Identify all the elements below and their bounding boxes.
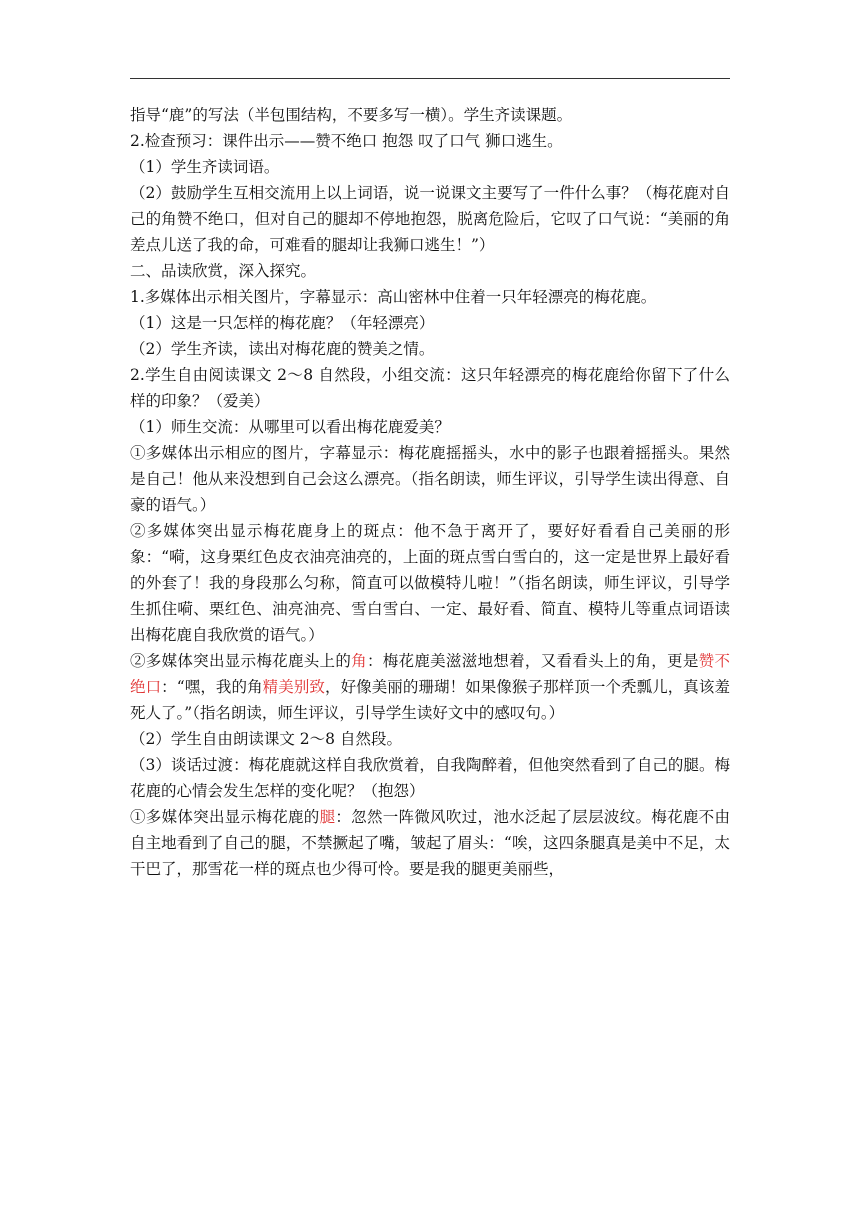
paragraph [130,726,730,752]
paragraph [130,362,730,414]
paragraph-text: 指导“鹿”的写法（半包围结构，不要多写一横）。学生齐读课题。 [130,106,573,124]
paragraph-text: （1）这是一只怎样的梅花鹿？（年轻漂亮） [130,314,435,332]
paragraph-text: ：“嘿，我的角 [161,678,263,696]
paragraph-text: ：忽然一阵微风吹过，池水泛起了层层波纹。梅花鹿不由自主地看到了自己的腿，不禁撅起了嘴，皱起了眉头：“唉，这四条腿真是美中不足，太干巴了，那雪花一样的斑点也少得可怜。要是我的腿更美丽些， [130,808,730,878]
paragraph [130,180,730,258]
paragraph [130,440,730,518]
paragraph-text: （2）学生自由朗读课文 2～8 自然段。 [130,730,402,748]
paragraph-text: ②多媒体突出显示梅花鹿身上的斑点：他不急于离开了，要好好看看自己美丽的形象：“嗬，这身栗红色皮衣油亮油亮的，上面的斑点雪白雪白的，这一定是世界上最好看的外套了！我的身段那么匀称，简直可以做模特儿啦！”（指名朗读，师生评议，引导学生抓住嗬、栗红色、油亮油亮、雪白雪白、一定、最好看、简直、模特儿等重点词语读出梅花鹿自我欣赏的语气。） [130,522,730,644]
paragraph [130,752,730,804]
paragraph [130,102,730,128]
paragraph [130,310,730,336]
paragraph-text: ②多媒体突出显示梅花鹿头上的 [130,652,352,670]
paragraph-text: ，好像美丽的珊瑚！如果像猴子那样顶一个秃瓢儿，真该羞死人了。”（指名朗读，师生评议，引导学生读好文中的感叹句。） [130,678,730,722]
paragraph-text: 2.检查预习：课件出示——赞不绝口 抱怨 叹了口气 狮口逃生。 [130,132,563,150]
highlighted-word: 精美别致 [262,678,325,696]
document-body [130,102,730,882]
highlighted-word: 赞不绝口 [130,652,730,696]
paragraph-text: （2）鼓励学生互相交流用上以上词语，说一说课文主要写了一件什么事？（梅花鹿对自己的角赞不绝口，但对自己的腿却不停地抱怨，脱离危险后，它叹了口气说：“美丽的角差点儿送了我的命，可难看的腿却让我狮口逃生！”） [130,184,730,254]
paragraph-text: ①多媒体突出显示梅花鹿的 [130,808,320,826]
paragraph [130,648,730,726]
paragraph-text: 二、品读欣赏，深入探究。 [130,262,317,280]
highlighted-word: 角 [351,652,367,670]
paragraph [130,284,730,310]
paragraph [130,518,730,648]
paragraph-text: （1）学生齐读词语。 [130,158,280,176]
paragraph-text: ①多媒体出示相应的图片，字幕显示：梅花鹿摇摇头，水中的影子也跟着摇摇头。果然是自己！他从来没想到自己会这么漂亮。（指名朗读，师生评议，引导学生读出得意、自豪的语气。） [130,444,730,514]
section-heading [130,258,730,284]
paragraph-text: （3）谈话过渡：梅花鹿就这样自我欣赏着，自我陶醉着，但他突然看到了自己的腿。梅花鹿的心情会发生怎样的变化呢？（抱怨） [130,756,730,800]
paragraph-text: （1）师生交流：从哪里可以看出梅花鹿爱美？ [130,418,450,436]
paragraph-text: 1.多媒体出示相关图片，字幕显示：高山密林中住着一只年轻漂亮的梅花鹿。 [130,288,657,306]
paragraph-text: （2）学生齐读，读出对梅花鹿的赞美之情。 [130,340,435,358]
paragraph [130,154,730,180]
paragraph [130,128,730,154]
paragraph-text: ：梅花鹿美滋滋地想着，又看看头上的角，更是 [366,652,699,670]
paragraph [130,804,730,882]
highlighted-word: 腿 [319,808,336,826]
paragraph-text: 2.学生自由阅读课文 2～8 自然段，小组交流：这只年轻漂亮的梅花鹿给你留下了什么样的印象？（爱美） [130,366,730,410]
paragraph [130,414,730,440]
header-rule [130,78,730,79]
paragraph [130,336,730,362]
